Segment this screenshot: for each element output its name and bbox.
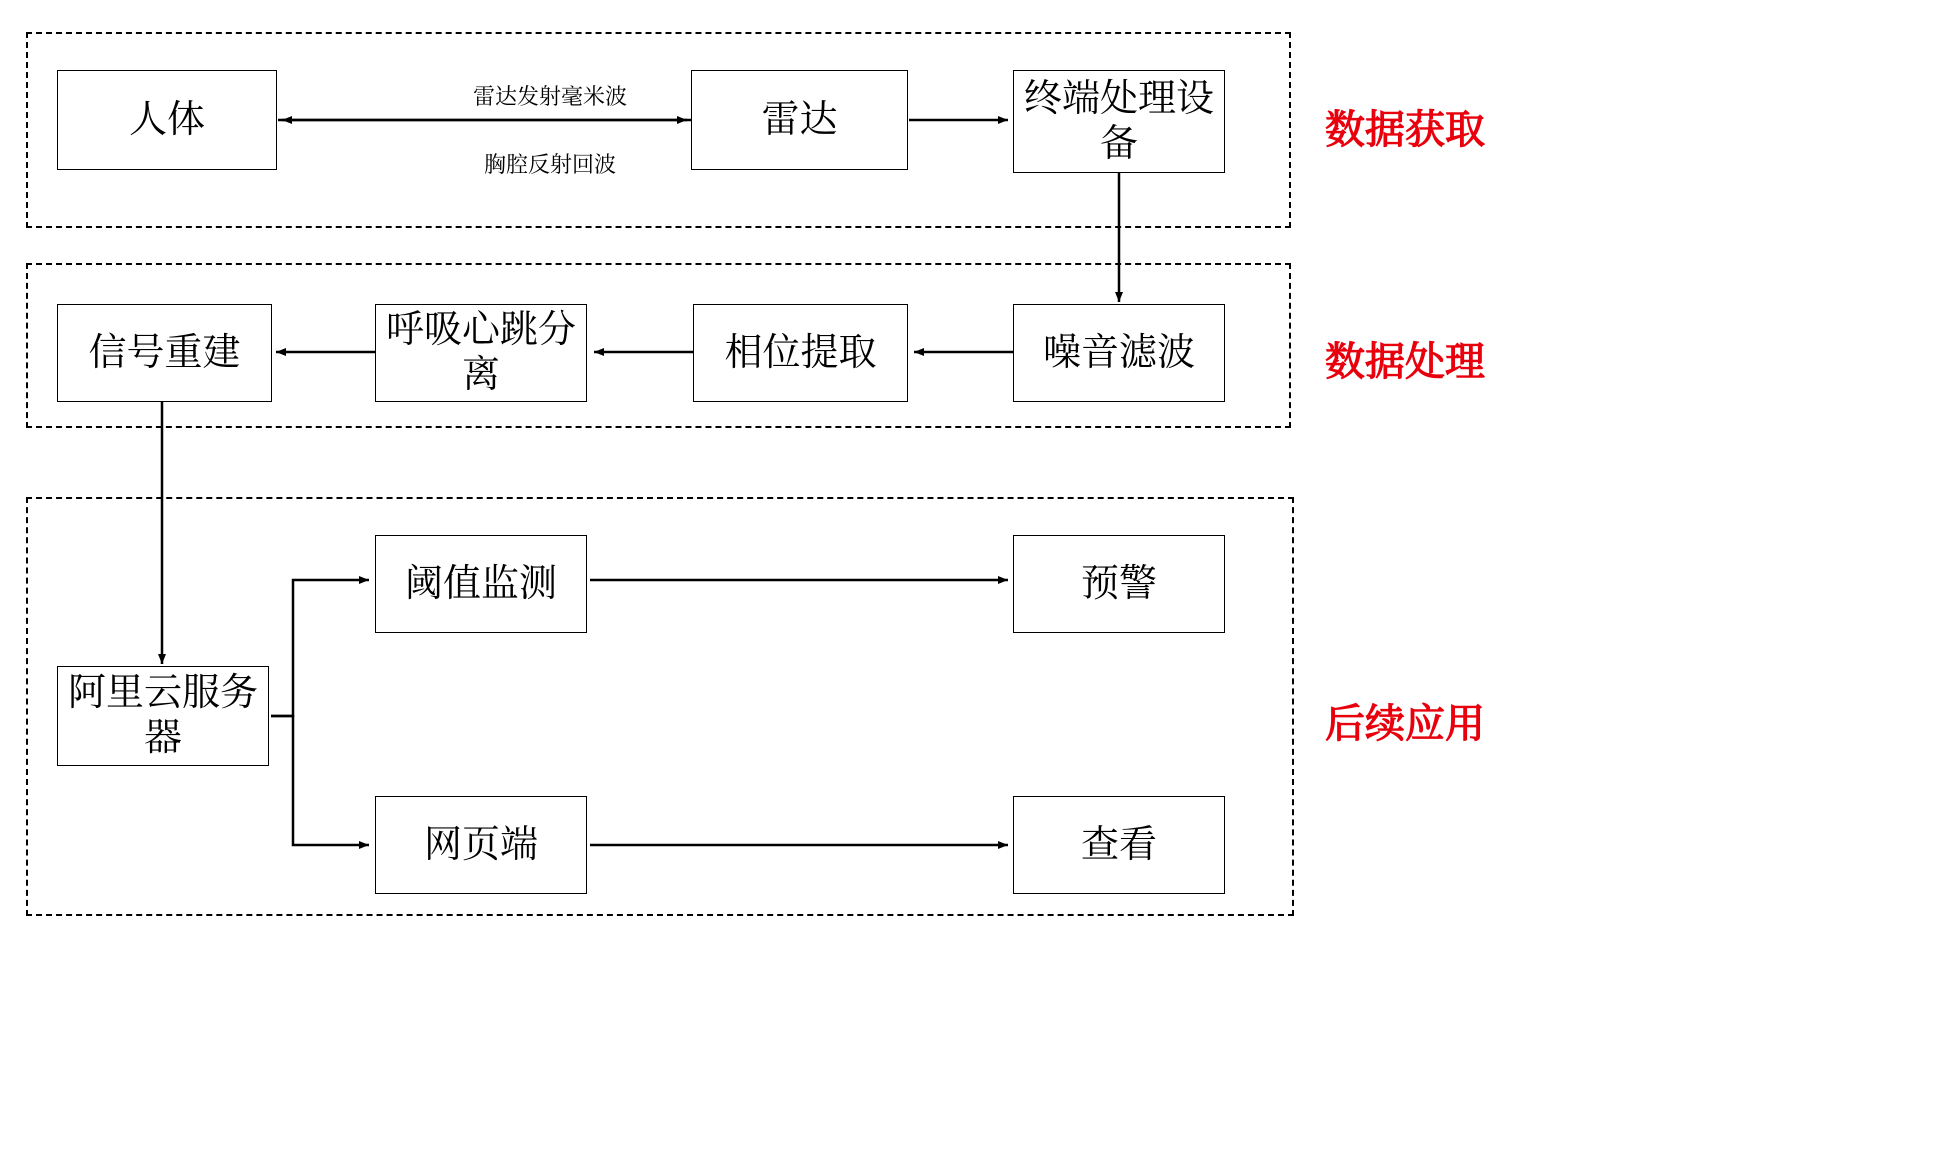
node-human-body[interactable]: 人体	[57, 70, 277, 170]
phase-label-application: 后续应用	[1325, 702, 1485, 746]
node-alarm[interactable]: 预警	[1013, 535, 1225, 633]
node-terminal-device[interactable]: 终端处理设备	[1013, 70, 1225, 173]
phase-label-acquisition: 数据获取	[1325, 108, 1485, 152]
edge-label-radar-emit: 雷达发射毫米波	[472, 84, 627, 109]
phase-label-processing: 数据处理	[1325, 340, 1485, 384]
node-breath-heart-separation[interactable]: 呼吸心跳分离	[375, 304, 587, 402]
node-radar[interactable]: 雷达	[691, 70, 908, 170]
node-threshold-monitor[interactable]: 阈值监测	[375, 535, 587, 633]
node-signal-reconstruction[interactable]: 信号重建	[57, 304, 272, 402]
node-aliyun-server[interactable]: 阿里云服务器	[57, 666, 269, 766]
node-noise-filter[interactable]: 噪音滤波	[1013, 304, 1225, 402]
node-web-client[interactable]: 网页端	[375, 796, 587, 894]
node-view[interactable]: 查看	[1013, 796, 1225, 894]
edge-label-chest-echo: 胸腔反射回波	[483, 152, 616, 177]
node-phase-extract[interactable]: 相位提取	[693, 304, 908, 402]
